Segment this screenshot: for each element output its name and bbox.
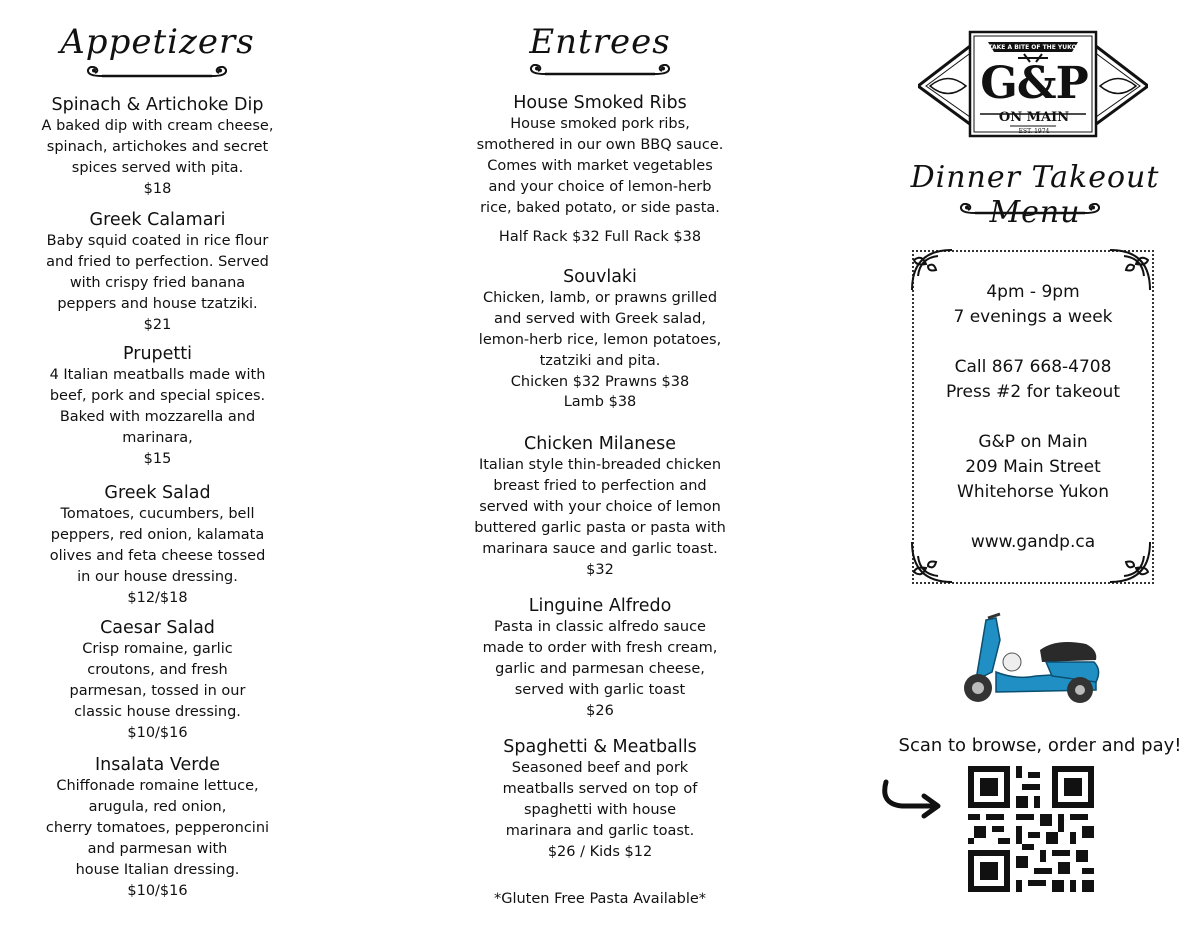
item-desc: meatballs served on top of (502, 781, 698, 797)
gluten-free-note: *Gluten Free Pasta Available* (493, 891, 707, 907)
item-name: Greek Calamari (89, 210, 226, 230)
item-desc: made to order with fresh cream, (482, 640, 718, 656)
menu-item (20, 343, 295, 469)
item-desc: Comes with market vegetables (487, 158, 713, 174)
item-desc: in our house dressing. (77, 569, 238, 585)
press-text: Press #2 for takeout (945, 382, 1120, 402)
item-name: Linguine Alfredo (528, 596, 672, 616)
phone-text: Call 867 668-4708 (954, 357, 1112, 377)
item-desc: and parmesan with (87, 841, 228, 857)
item-name: Insalata Verde (95, 755, 220, 775)
scan-text: Scan to browse, order and pay! (898, 735, 1182, 756)
item-desc: Crisp romaine, garlic (82, 641, 233, 657)
menu-item (455, 433, 745, 580)
menu-item (455, 736, 745, 862)
item-desc: with crispy fried banana (69, 275, 246, 291)
qr-code[interactable] (968, 766, 1094, 892)
item-name: Souvlaki (563, 267, 637, 287)
menu-item (20, 94, 295, 199)
arrow-right-icon (880, 772, 944, 822)
corner-ornament-icon (1106, 246, 1154, 294)
item-name: Prupetti (123, 344, 192, 364)
item-desc: Italian style thin-breaded chicken (478, 457, 722, 473)
logo-sub: ON MAIN (998, 110, 1070, 125)
menu-item (455, 595, 745, 721)
item-desc: buttered garlic pasta or pasta with (474, 520, 726, 536)
flourish-divider (82, 66, 232, 82)
item-name: Chicken Milanese (523, 434, 676, 454)
item-price: $18 (143, 181, 172, 197)
corner-ornament-icon (1106, 538, 1154, 586)
item-desc: Tomatoes, cucumbers, bell (60, 506, 255, 522)
item-name: Spinach & Artichoke Dip (51, 95, 264, 115)
item-desc: Baby squid coated in rice flour (46, 233, 269, 249)
item-desc: House smoked pork ribs, (510, 116, 690, 132)
appetizers-heading: Appetizers (60, 22, 255, 62)
item-price: $26 (586, 703, 614, 719)
item-desc: marinara sauce and garlic toast. (482, 541, 718, 557)
item-desc: spaghetti with house (523, 802, 677, 818)
hours-text: 4pm - 9pm (986, 282, 1080, 302)
item-desc: Chicken, lamb, or prawns grilled (482, 290, 718, 306)
item-desc: Baked with mozzarella and (59, 409, 256, 425)
item-desc: served with garlic toast (514, 682, 686, 698)
menu-item (20, 482, 295, 608)
item-desc: served with your choice of lemon (479, 499, 721, 515)
item-desc: croutons, and fresh (87, 662, 228, 678)
item-desc: olives and feta cheese tossed (49, 548, 266, 564)
logo-main: G&P (980, 58, 1088, 109)
flourish-divider (525, 64, 675, 80)
item-price: $10/$16 (127, 883, 188, 899)
menu-item (455, 266, 745, 412)
item-desc: classic house dressing. (74, 704, 241, 720)
item-desc: arugula, red onion, (88, 799, 227, 815)
item-price: $10/$16 (127, 725, 188, 741)
item-desc: smothered in our own BBQ sauce. (476, 137, 724, 153)
item-price: Half Rack $32 Full Rack $38 (498, 229, 702, 245)
item-desc: tzatziki and pita. (539, 353, 661, 369)
item-price: $21 (143, 317, 172, 333)
item-desc: breast fried to perfection and (493, 478, 707, 494)
item-desc: garlic and parmesan cheese, (495, 661, 705, 677)
item-price: Lamb $38 (563, 394, 637, 410)
corner-ornament-icon (908, 246, 956, 294)
days-text: 7 evenings a week (953, 307, 1113, 327)
logo-est: EST. 1974 (1018, 128, 1050, 135)
item-desc: Seasoned beef and pork (511, 760, 689, 776)
entrees-heading: Entrees (529, 22, 671, 62)
item-desc: marinara, (122, 430, 193, 446)
item-desc: marinara and garlic toast. (505, 823, 695, 839)
menu-item (20, 209, 295, 335)
item-desc: Chiffonade romaine lettuce, (56, 778, 259, 794)
item-desc: rice, baked potato, or side pasta. (480, 200, 720, 216)
item-desc: house Italian dressing. (75, 862, 240, 878)
menu-item (20, 754, 295, 901)
item-desc: spinach, artichokes and secret (46, 139, 269, 155)
logo-banner: TAKE A BITE OF THE YUKON (988, 44, 1082, 51)
scooter-icon (956, 610, 1106, 710)
menu-title: Dinner Takeout Menu (910, 160, 1160, 230)
menu-item (455, 92, 745, 247)
item-desc: and served with Greek salad, (494, 311, 706, 327)
street-text: 209 Main Street (965, 457, 1101, 477)
item-desc: and your choice of lemon-herb (488, 179, 712, 195)
item-name: Spaghetti & Meatballs (503, 737, 697, 757)
item-desc: Pasta in classic alfredo sauce (494, 619, 706, 635)
item-desc: peppers, red onion, kalamata (50, 527, 265, 543)
item-name: Caesar Salad (100, 618, 215, 638)
item-price: $26 / Kids $12 (547, 844, 653, 860)
item-desc: 4 Italian meatballs made with (49, 367, 266, 383)
item-name: Greek Salad (104, 483, 211, 503)
item-desc: spices served with pita. (71, 160, 244, 176)
item-price: $15 (143, 451, 172, 467)
item-price: Chicken $32 Prawns $38 (510, 374, 690, 390)
item-desc: parmesan, tossed in our (69, 683, 246, 699)
item-desc: lemon-herb rice, lemon potatoes, (478, 332, 722, 348)
item-desc: cherry tomatoes, pepperoncini (45, 820, 270, 836)
restaurant-name: G&P on Main (978, 432, 1088, 452)
flourish-divider (955, 203, 1105, 219)
website-link[interactable]: www.gandp.ca (970, 532, 1096, 552)
item-desc: peppers and house tzatziki. (57, 296, 258, 312)
item-price: $32 (586, 562, 614, 578)
item-name: House Smoked Ribs (513, 93, 687, 113)
city-text: Whitehorse Yukon (957, 482, 1109, 502)
menu-item (20, 617, 295, 743)
corner-ornament-icon (908, 538, 956, 586)
info-frame (912, 250, 1154, 584)
item-desc: beef, pork and special spices. (49, 388, 266, 404)
item-desc: A baked dip with cream cheese, (41, 118, 274, 134)
item-desc: and fried to perfection. Served (46, 254, 269, 270)
item-price: $12/$18 (127, 590, 188, 606)
